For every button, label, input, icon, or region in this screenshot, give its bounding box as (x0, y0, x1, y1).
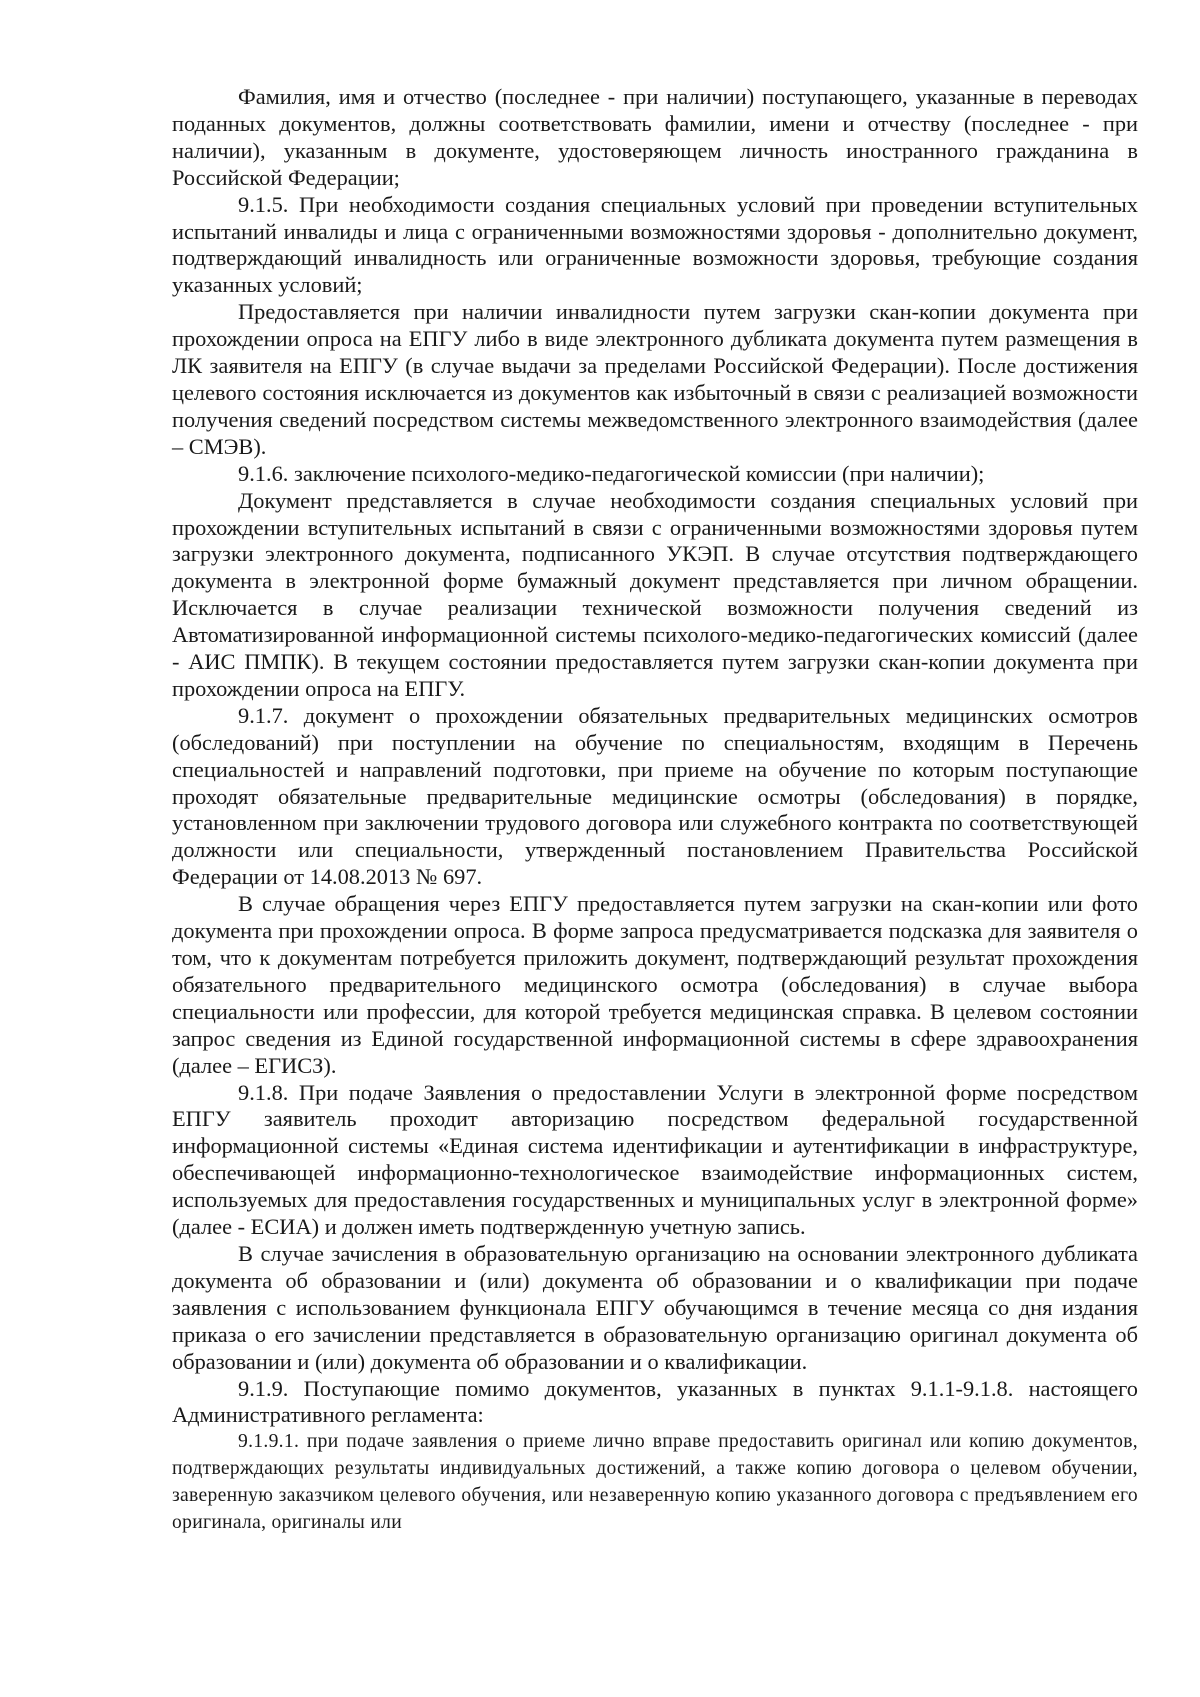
paragraph-9-1-7: 9.1.7. документ о прохождении обязательных предварительных медицинских осмотров (обследований) при поступлении на обучение по специальностям, входящим в Перечень специальностей и направлений подготовки, при приеме на обучение по которым поступающие проходят обязательные предварительные медицинские осмотры (обследования) в порядке, установленном при заключении трудового договора или служебного контракта по соответствующей должности или специальности, утвержденный постановлением Правительства Российской Федерации от 14.08.2013 № 697. (172, 702, 1138, 890)
paragraph-disability-upload: Предоставляется при наличии инвалидности путем загрузки скан-копии документа при прохождении опроса на ЕПГУ либо в виде электронного дубликата документа путем размещения в ЛК заявителя на ЕПГУ (в случае выдачи за пределами Российской Федерации). После достижения целевого состояния исключается из документов как избыточный в связи с реализацией возможности получения сведений посредством системы межведомственного электронного взаимодействия (далее – СМЭВ). (172, 299, 1138, 459)
paragraph-9-1-6: 9.1.6. заключение психолого-медико-педагогической комиссии (при наличии); (238, 460, 985, 486)
paragraph-9-1-9: 9.1.9. Поступающие помимо документов, указанных в пунктах 9.1.1-9.1.8. настоящего Административного регламента: (172, 1375, 1138, 1428)
paragraph-pmpk-document: Документ представляется в случае необходимости создания специальных условий при прохождении вступительных испытаний в связи с ограниченными возможностями здоровья путем загрузки электронного документа, подписанного УКЭП. В случае отсутствия подтверждающего документа в электронной форме бумажный документ представляется при личном обращении. Исключается в случае реализации технической возможности получения сведений из Автоматизированной информационной системы психолого-медико-педагогических комиссий (далее - АИС ПМПК). В текущем состоянии предоставляется путем загрузки скан-копии документа при прохождении опроса на ЕПГУ. (172, 487, 1138, 701)
document-page (172, 84, 1138, 1537)
paragraph-epgu-medical: В случае обращения через ЕПГУ предоставляется путем загрузки на скан-копии или фото документа при прохождении опроса. В форме запроса предусматривается подсказка для заявителя о том, что к документам потребуется приложить документ, подтверждающий результат прохождения обязательного предварительного медицинского осмотра (обследования) в случае выбора специальности или профессии, для которой требуется медицинская справка. В целевом состоянии запрос сведения из Единой государственной информационной системы в сфере здравоохранения (далее – ЕГИСЗ). (172, 891, 1138, 1078)
paragraph-enrollment-original: В случае зачисления в образовательную организацию на основании электронного дубликата документа об образовании и (или) документа об образовании и о квалификации при подаче заявления с использованием функционала ЕПГУ обучающимся в течение месяца со дня издания приказа о его зачислении представляется в образовательную организацию оригинал документа об образовании и (или) документа об образовании и о квалификации. (172, 1240, 1138, 1374)
paragraph-9-1-8: 9.1.8. При подаче Заявления о предоставлении Услуги в электронной форме посредством ЕПГУ заявитель проходит авторизацию посредством федеральной государственной информационной системы «Единая система идентификации и аутентификации в инфраструктуре, обеспечивающей информационно-технологическое взаимодействие информационных систем, используемых для предоставления государственных и муниципальных услуг в электронной форме» (далее - ЕСИА) и должен иметь подтвержденную учетную запись. (172, 1079, 1138, 1240)
paragraph-9-1-9-1: 9.1.9.1. при подаче заявления о приеме лично вправе предоставить оригинал или копию документов, подтверждающих результаты индивидуальных достижений, а также копию договора о целевом обучении, заверенную заказчиком целевого обучения, или незаверенную копию указанного договора с предъявлением его оригинала, оригиналы или (172, 1431, 1138, 1534)
paragraph-name-requirement: Фамилия, имя и отчество (последнее - при наличии) поступающего, указанные в переводах поданных документов, должны соответствовать фамилии, имени и отчеству (последнее - при наличии), указанным в документе, удостоверяющем личность иностранного гражданина в Российской Федерации; (172, 84, 1138, 190)
paragraph-9-1-5: 9.1.5. При необходимости создания специальных условий при проведении вступительных испытаний инвалиды и лица с ограниченными возможностями здоровья - дополнительно документ, подтверждающий инвалидность или ограниченные возможности здоровья, требующие создания указанных условий; (172, 191, 1138, 298)
